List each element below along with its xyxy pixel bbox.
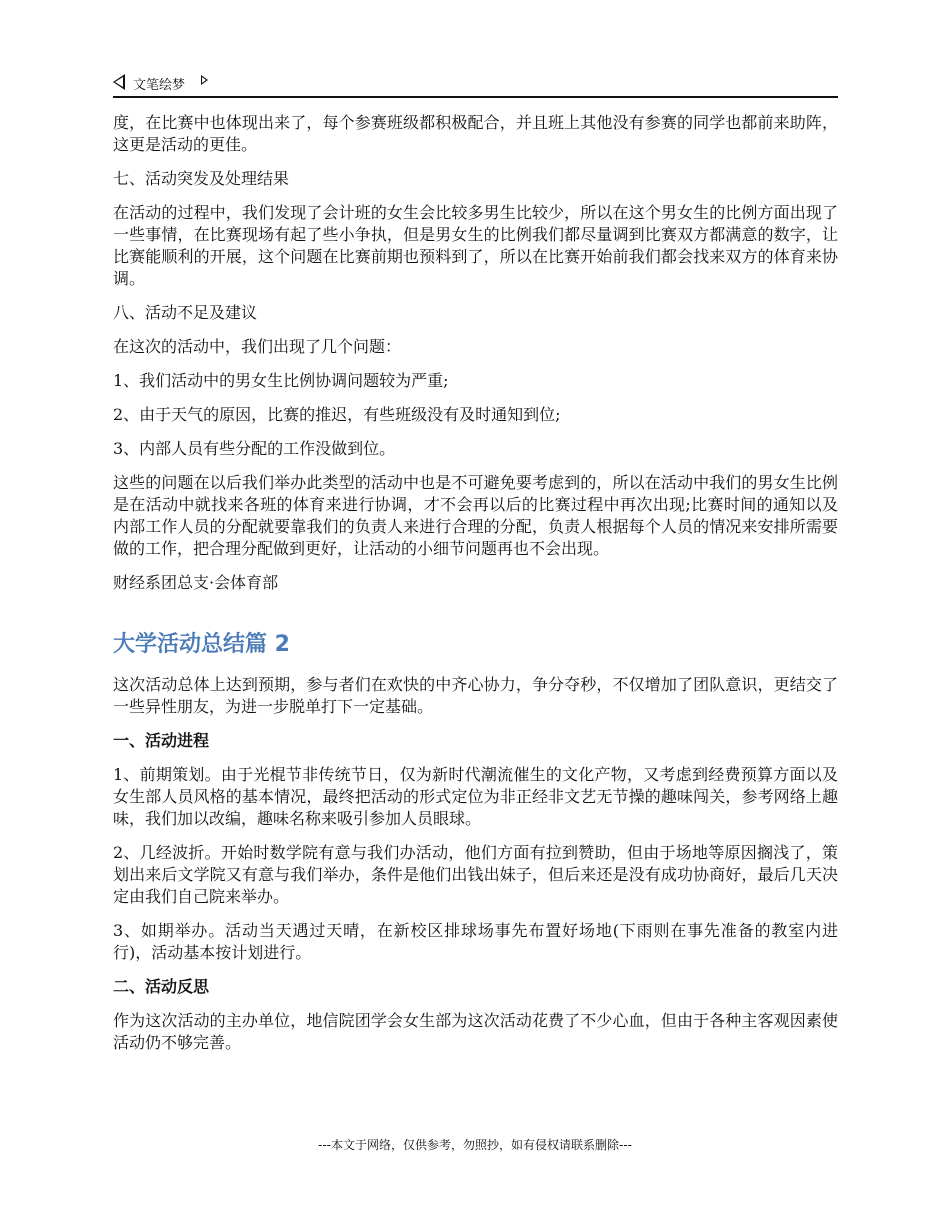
list-item: 3、内部人员有些分配的工作没做到位。: [113, 439, 396, 458]
page-header: [113, 72, 838, 98]
paragraph: 度，在比赛中也体现出来了，每个参赛班级都积极配合，并且班上其他没有参赛的同学也都前来助阵，这更是活动的更佳。: [113, 113, 838, 154]
list-item: 2、由于天气的原因，比赛的推迟，有些班级没有及时通知到位;: [113, 405, 561, 424]
section-heading: 七、活动突发及处理结果: [113, 169, 290, 188]
header-brand: 文笔绘梦: [133, 78, 186, 93]
document-body: [113, 112, 838, 1066]
subheading: 二、活动反思: [113, 977, 210, 996]
signature-line: 财经系团总支·会体育部: [113, 573, 279, 592]
article-title: 大学活动总结篇 2: [113, 632, 290, 657]
list-item: 1、我们活动中的男女生比例协调问题较为严重;: [113, 371, 449, 390]
page-footer: ---本文于网络，仅供参考，勿照抄，如有侵权请联系删除---: [318, 1138, 632, 1152]
paragraph: 在这次的活动中，我们出现了几个问题：: [113, 337, 402, 356]
section-heading: 八、活动不足及建议: [113, 303, 258, 322]
paragraph: 在活动的过程中，我们发现了会计班的女生会比较多男生比较少，所以在这个男女生的比例方面出现了一些事情，在比赛现场有起了些小争执，但是男女生的比例我们都尽量调到比赛双方都满意的数字，让比赛能顺利的开展，这个问题在比赛前期也预料到了，所以在比赛开始前我们都会找来双方的体育来协调。: [113, 203, 838, 288]
paragraph: 这次活动总体上达到预期，参与者们在欢快的中齐心协力，争分夺秒，不仅增加了团队意识，更结交了一些异性朋友，为进一步脱单打下一定基础。: [113, 675, 838, 716]
paragraph: 3、如期举办。活动当天遇过天晴，在新校区排球场事先布置好场地(下雨则在事先准备的教室内进行)，活动基本按计划进行。: [113, 921, 838, 962]
paragraph: 2、几经波折。开始时数学院有意与我们办活动，他们方面有拉到赞助，但由于场地等原因搁浅了，策划出来后文学院又有意与我们举办，条件是他们出钱出妹子，但后来还是没有成功协商好，最后几天决定由我们自己院来举办。: [113, 843, 838, 906]
triangle-left-icon: [113, 74, 125, 90]
triangle-right-icon: [201, 75, 208, 85]
paragraph: 这些的问题在以后我们举办此类型的活动中也是不可避免要考虑到的，所以在活动中我们的男女生比例是在活动中就找来各班的体育来进行协调，才不会再以后的比赛过程中再次出现;比赛时间的通知以及内部工作人员的分配就要靠我们的负责人来进行合理的分配，负责人根据每个人员的情况来安排所需要做的工作，把合理分配做到更好，让活动的小细节问题再也不会出现。: [113, 473, 838, 558]
paragraph: 作为这次活动的主办单位，地信院团学会女生部为这次活动花费了不少心血，但由于各种主客观因素使活动仍不够完善。: [113, 1011, 838, 1052]
subheading: 一、活动进程: [113, 731, 210, 750]
paragraph: 1、前期策划。由于光棍节非传统节日，仅为新时代潮流催生的文化产物，又考虑到经费预算方面以及女生部人员风格的基本情况，最终把活动的形式定位为非正经非文艺无节操的趣味闯关，参考网络上趣味，我们加以改编，趣味名称来吸引参加人员眼球。: [113, 765, 838, 828]
